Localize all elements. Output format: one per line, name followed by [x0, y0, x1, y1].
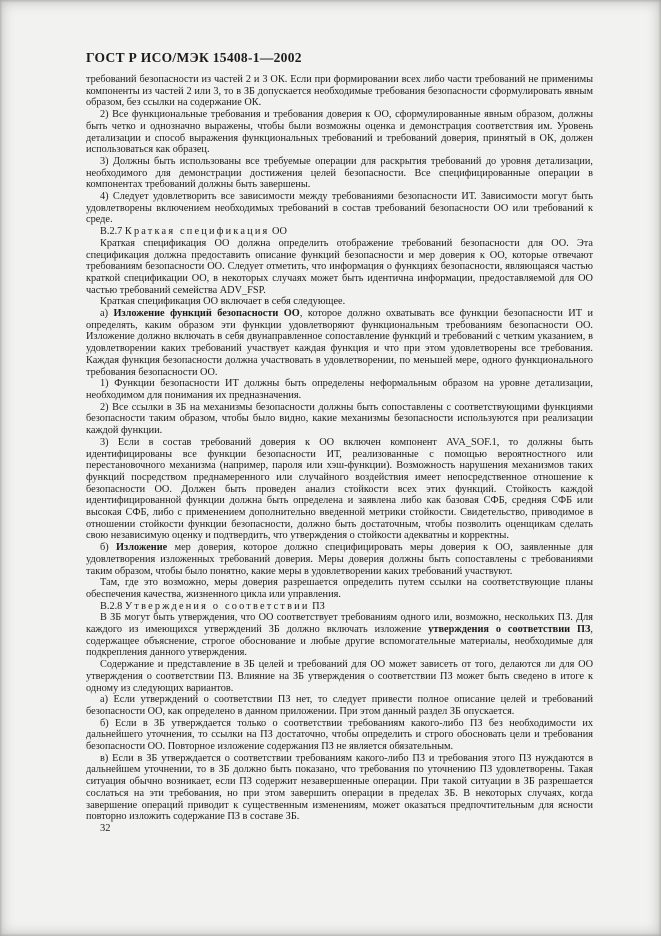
text-run: Там, где это возможно, меры доверия разрешается определить путем ссылки на соответствующие планы обеспечения качества, жизненного цикла или управления. — [86, 577, 593, 600]
text-run: 3) Если в состав требований доверия к ОО включен компонент AVA_SOF.1, то должны быть идентифицированы все функции безопасности ИТ, реализованные с помощью вероятностного или перестановочного механизма (например, пароля или хэш-функции). Возможность нарушения механизмов таких функций посредством преднамеренного или случайного воздействия имеет непосредственное отношение к безопасности ОО. Должен быть проведен анализ стойкости всех этих функций. Стойкость каждой идентифицированной функции должна быть определена и заявлена либо как базовая СФБ, средняя СФБ или высокая СФБ, либо с применением дополнительно введенной метрики стойкости. Свидетельство, приводимое в отношении стойкости функции безопасности, должно быть достаточным, чтобы позволить оценщикам сделать свою независимую оценку и подтвердить, что утверждения о стойкости адекватны и корректны. — [86, 436, 593, 542]
paragraph — [86, 402, 593, 437]
paragraph — [86, 74, 593, 109]
text-run: в) Если в ЗБ утверждается о соответствии требованиям какого-либо ПЗ и требования этого ПЗ нуждаются в дальнейшем уточнении, то в ЗБ должно быть показано, что требования по уточнению ПЗ удовлетворены. Такая ситуация обычно возникает, если ПЗ содержит незавершенные операции. При такой ситуации в ЗБ разрешается сослаться на эти требования, но при этом завершить операции в пределах ЗБ. В некоторых случаях, когда завершение операций приводит к существенным изменениям, может оказаться предпочтительным для ясности повторно изложить содержание ПЗ в составе ЗБ. — [86, 752, 593, 823]
paragraph — [86, 308, 593, 378]
paragraph — [86, 238, 593, 297]
paragraph — [86, 612, 593, 659]
section-heading — [86, 601, 593, 613]
paragraph — [86, 437, 593, 542]
paragraph — [86, 156, 593, 191]
text-run: 3) Должны быть использованы все требуемые операции для раскрытия требований до уровня детализации, необходимого для демонстрации достижения целей безопасности. Все специфицированные операции в компонентах требований должны быть завершены. — [86, 155, 593, 191]
text-run: а) Если утверждений о соответствии ПЗ нет, то следует привести полное описание целей и требований безопасности ОО, как определено в данном приложении. При этом данный раздел ЗБ опускается. — [86, 694, 593, 717]
paragraph — [86, 296, 593, 308]
body-text — [86, 74, 593, 835]
text-run: Содержание и представление в ЗБ целей и требований для ОО может зависеть от того, делаются ли для ОО утверждения о соответствии ПЗ. Влияние на ЗБ утверждения о соответствии ПЗ может быть сведено в итоге к одному из следующих вариантов. — [86, 659, 593, 694]
text-run: б) — [100, 542, 117, 554]
text-run: 2) Все ссылки в ЗБ на механизмы безопасности должны быть сопоставлены с соответствующими функциями безопасности таким образом, чтобы было видно, какие механизмы безопасности используются при реализации каждой функции. — [86, 401, 593, 437]
text-run: б) Если в ЗБ утверждается только о соответствии требованиям какого-либо ПЗ без необходимости их дальнейшего уточнения, то ссылки на ПЗ достаточно, чтобы определить и строго обосновать цели и требования безопасности ОО. Повторное изложение содержания ПЗ не является обязательным. — [86, 717, 593, 753]
text-run: В.2.7 — [100, 226, 125, 238]
text-run: ПЗ — [309, 600, 325, 612]
text-run: 1) Функции безопасности ИТ должны быть определены неформальным образом на уровне детализации, необходимом для понимания их предназначения. — [86, 378, 593, 401]
document-header-standard-number: ГОСТ Р ИСО/МЭК 15408-1—2002 — [86, 50, 302, 65]
paragraph — [86, 542, 593, 577]
text-run: Изложение функций безопасности ОО — [113, 308, 300, 320]
paragraph — [86, 577, 593, 600]
paragraph — [86, 753, 593, 823]
paragraph — [86, 694, 593, 717]
text-run: Краткая спецификация ОО должна определить отображение требований безопасности для ОО. Эта спецификация должна предоставить описание функций безопасности и мер доверия к ОО, которые отвечают требованиям безопасности ОО. Следует отметить, что информация о функциях безопасности, являющаяся частью краткой спецификации ОО, в некоторых случаях может быть идентична информации, предоставляемой для ОО частью требований семейства ADV_FSP. — [86, 237, 593, 296]
text-run: Краткая спецификация ОО включает в себя следующее. — [100, 296, 346, 308]
text-run: , содержащее объяснение, строгое обоснование и любые другие вспомогательные материалы, необходимые для подкрепления данного утверждения. — [86, 624, 593, 659]
paragraph — [86, 109, 593, 156]
text-run: , которое должно охватывать все функции безопасности ИТ и определять, каким образом эти функции удовлетворяют функциональным требованиям безопасности ОО. Изложение должно включать в себя двунаправленное сопоставление функций и требований с четким указанием, в удовлетворении каких требований участвует каждая функция и что при этом удовлетворены все требования. Каждая функция безопасности должна участвовать в удовлетворении, по меньшей мере, одного функционального требования безопасности ОО. — [86, 308, 593, 378]
text-run: 2) Все функциональные требования и требования доверия к ОО, сформулированные явным образом, должны быть четко и однозначно выражены, чтобы были возможны оценка и демонстрация соответствия им. Уровень детализации и способ выражения функциональных требований и требований доверия, принятый в ОК, должен использоваться как образец. — [86, 109, 593, 156]
text-run: Краткая спецификация — [124, 226, 270, 238]
paragraph — [86, 378, 593, 401]
text-run: требований безопасности из частей 2 и 3 ОК. Если при формировании всех либо части требований не применимы компоненты из частей 2 или 3, то в ЗБ допускается необходимые требования безопасности сформулировать явным образом, без ссылки на содержание ОК. — [86, 74, 593, 109]
text-run: Утверждения о соответствии — [124, 600, 310, 612]
text-run: Изложение — [116, 542, 168, 554]
paragraph — [86, 718, 593, 753]
text-run: утверждения о соответствии ПЗ — [428, 624, 591, 636]
section-heading — [86, 226, 593, 238]
paragraph — [86, 659, 593, 694]
text-run: В ЗБ могут быть утверждения, что ОО соответствует требованиям одного или, возможно, нескольких ПЗ. Для каждого из имеющихся утверждений ЗБ должно включать изложение — [86, 612, 593, 636]
page-number: 32 — [100, 823, 111, 834]
text-run: а) — [100, 308, 114, 320]
paragraph — [86, 191, 593, 226]
text-run: 4) Следует удовлетворить все зависимости между требованиями безопасности ИТ. Зависимости могут быть удовлетворены включением необходимых требований в состав требований безопасности ОО или требований к среде. — [86, 191, 593, 226]
text-run: В.2.8 — [100, 600, 125, 612]
text-run: ОО — [269, 226, 287, 238]
text-run: мер доверия, которое должно специфицировать меры доверия к ОО, заявленные для удовлетворения изложенных требований доверия. Меры доверия должны быть сопоставлены с требованиями таким образом, чтобы было понятно, какие меры в удовлетворении каких требований участвуют. — [86, 542, 593, 577]
